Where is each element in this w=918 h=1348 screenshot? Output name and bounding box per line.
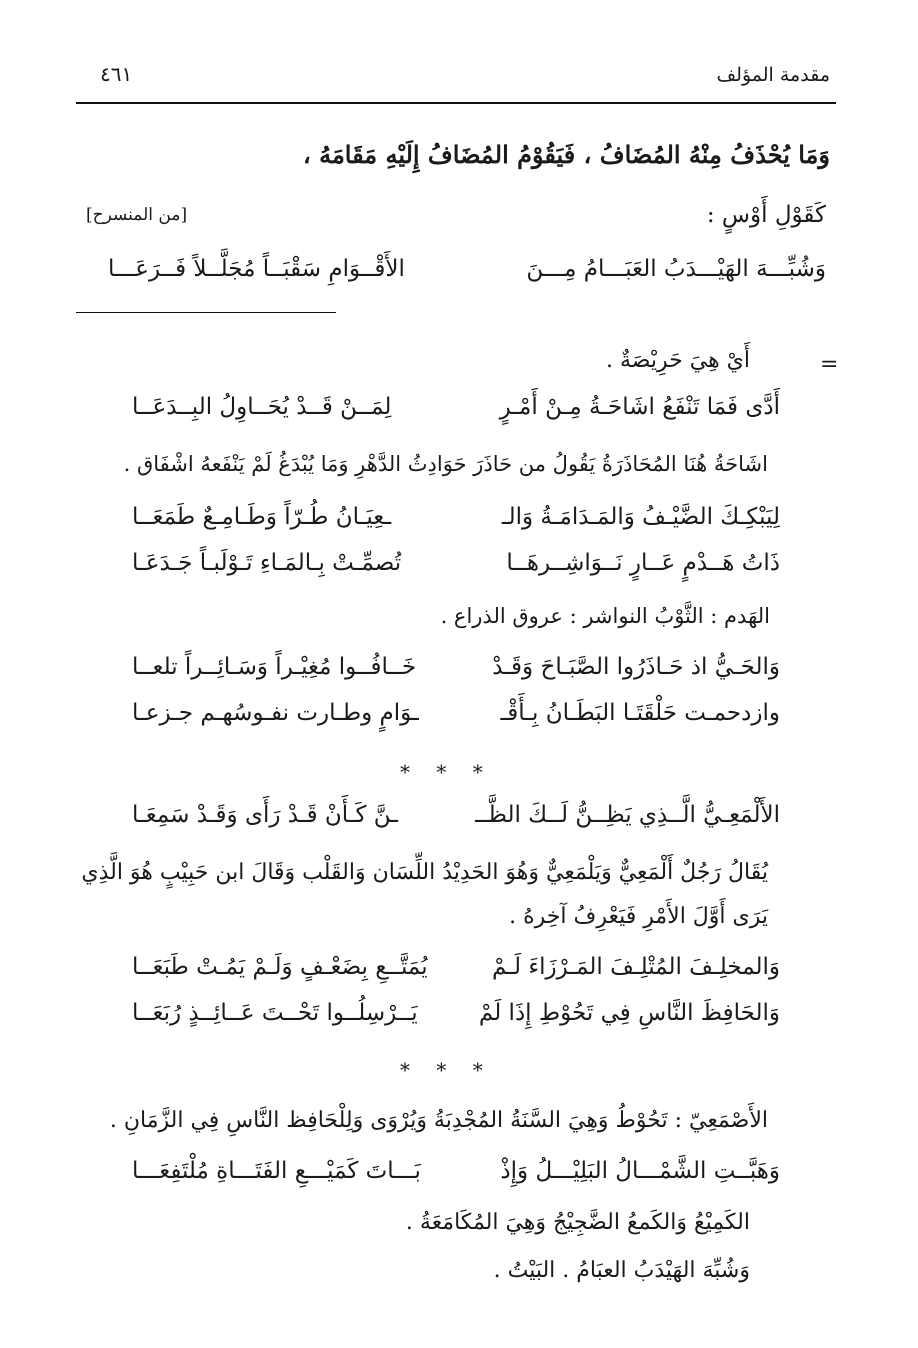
continuation-mark: = bbox=[820, 352, 839, 377]
verse-first-hemistich: وَالمخلِـفَ المُتْلِـفَ المَـرْزَاءَ لَـمْ bbox=[491, 954, 780, 980]
verse-second-hemistich: الأَقْــوَامِ سَقْبَــاً مُجَلَّــلاً فَــرَعَـــا bbox=[108, 256, 405, 282]
section-separator: * * * bbox=[400, 760, 493, 784]
running-header-title: مقدمة المؤلف bbox=[716, 64, 830, 86]
verse-second-hemistich: بَـــاتَ كَمَيْـــعِ الفَتَـــاةِ مُلْتَفِعَـــا bbox=[132, 1158, 421, 1184]
verse-first-hemistich: وَهَبَّــتِ الشَّمْـــالُ البَلِيْـــلُ وَإِذْ bbox=[500, 1158, 780, 1184]
verse bbox=[132, 654, 780, 694]
verse bbox=[132, 700, 780, 740]
verse bbox=[132, 550, 780, 590]
verse-first-hemistich: وَالحَافِظَ النَّاسِ فِي تَحُوْطِ إِذَا لَمْ bbox=[478, 1000, 780, 1026]
quote-intro: كَقَوْلِ أَوْسٍ : bbox=[706, 202, 826, 228]
verse-second-hemistich: ـنَّ كَـأَنْ قَـدْ رَأَى وَقَـدْ سَمِعَـا bbox=[132, 802, 399, 828]
verse bbox=[132, 504, 780, 544]
verse-second-hemistich: خَــافُــوا مُغِيْـراً وَسَـائِــراً تلعــا bbox=[132, 654, 417, 680]
verse-second-hemistich: يَــرْسِلُــوا تَحْــتَ عَــائِــذٍ رُبَعَــا bbox=[132, 1000, 418, 1026]
verse-second-hemistich: يُمَتَّــعِ بِضَعْـفٍ وَلَـمْ يَمُـتْ طَبَعَــا bbox=[132, 954, 428, 980]
verse-first-hemistich: وَشُبِّـــهَ الهَيْـــدَبُ العَبَـــامُ مِـــنَ bbox=[526, 256, 826, 282]
quoted-verse bbox=[108, 256, 826, 296]
commentary-line: الهَدم : الثَّوْبُ النواشر : عروق الذراع . bbox=[440, 604, 770, 628]
verse bbox=[132, 954, 780, 994]
verse-first-hemistich: أَدَّى فَمَا تَنْفَعُ اشَاحَـةُ مِـنْ أَمْـرٍ bbox=[499, 394, 780, 420]
verse-second-hemistich: تُصمِّـتْ بِـالمَـاءِ تَـوْلَبـاً جَـدَعَـا bbox=[132, 550, 402, 576]
verse-first-hemistich: ذَاتُ هَــدْمٍ عَــارٍ نَــوَاشِــرهَــا bbox=[506, 550, 780, 576]
verse-first-hemistich: لِيَبْكِـكَ الضَّيْـفُ وَالمَـدَامَـةُ وَالـ bbox=[501, 504, 780, 530]
main-statement: وَمَا يُحْذَفُ مِنْهُ المُضَافُ ، فَيَقُوْمُ المُضَافُ إِلَيْهِ مَقَامَهُ ، bbox=[302, 140, 830, 169]
commentary-line: الأَصْمَعِيّ : تَحُوْطُ وَهِيَ السَّنَةُ المُجْدِبَةُ وَيُرْوَى وَلِلْحَافِظ النَّاسِ فِي الزَّمَانِ . bbox=[109, 1108, 768, 1133]
verse-second-hemistich: ـوَامٍ وطـارت نفـوسُهـم جـزعـا bbox=[132, 700, 419, 726]
commentary-line: أَيْ هِيَ حَرِيْصَةٌ . bbox=[606, 348, 750, 373]
verse-second-hemistich: ـعِيَـانُ طُـرّاً وَطَـامِـعٌ طَمَعَــا bbox=[132, 504, 392, 530]
verse-first-hemistich: الأَلْمَعِـيُّ الَّــذِي يَظِــنُّ لَــكَ الظَّــ bbox=[475, 802, 780, 828]
verse bbox=[132, 394, 780, 434]
meter-label: [من المنسرح] bbox=[86, 205, 188, 225]
page-number: ٤٦١ bbox=[100, 62, 133, 86]
verse bbox=[132, 1158, 780, 1198]
verse-second-hemistich: لِمَــنْ قَــدْ يُحَــاوِلُ البِــدَعَــا bbox=[132, 394, 392, 420]
commentary-line: يُقَالُ رَجُلٌ أَلْمَعِيٌّ وَيَلْمَعِيٌّ وَهُوَ الحَدِيْدُ اللِّسَان وَالقَلْب وَقَالَ ابن حَبِيْبٍ هُوَ الَّذِي bbox=[81, 860, 768, 885]
verse-first-hemistich: وازدحمـت حَلْقَتَـا البَطَـانُ بِـأَقْـ bbox=[500, 700, 780, 726]
commentary-line: الكَمِيْعُ وَالكَمعُ الضَّجِيْجُ وَهِيَ المُكَامَعَةُ . bbox=[405, 1210, 750, 1235]
commentary-line: وَشُبِّهَ الهَيْدَبُ العبَامُ . البَيْتُ . bbox=[493, 1258, 750, 1283]
verse bbox=[132, 802, 780, 842]
verse bbox=[132, 1000, 780, 1040]
commentary-line: اشَاحَةُ هُنَا المُحَاذَرَةُ يَقُولُ من حَاذَرَ حَوَادِثُ الدَّهْرِ وَمَا يُبْدَغُ لَمْ يَنْفَعهُ اشْفَاق . bbox=[123, 452, 768, 476]
commentary-line: يَرَى أَوَّلَ الأَمْرِ فَيَعْرِفُ آخِرهُ . bbox=[509, 904, 768, 929]
verse-first-hemistich: وَالحَـيُّ اذ حَـاذَرُوا الصَّبَـاحَ وَقَـدْ bbox=[492, 654, 780, 680]
footnote-rule bbox=[76, 312, 336, 313]
header-rule bbox=[76, 102, 836, 104]
section-separator: * * * bbox=[400, 1058, 493, 1082]
